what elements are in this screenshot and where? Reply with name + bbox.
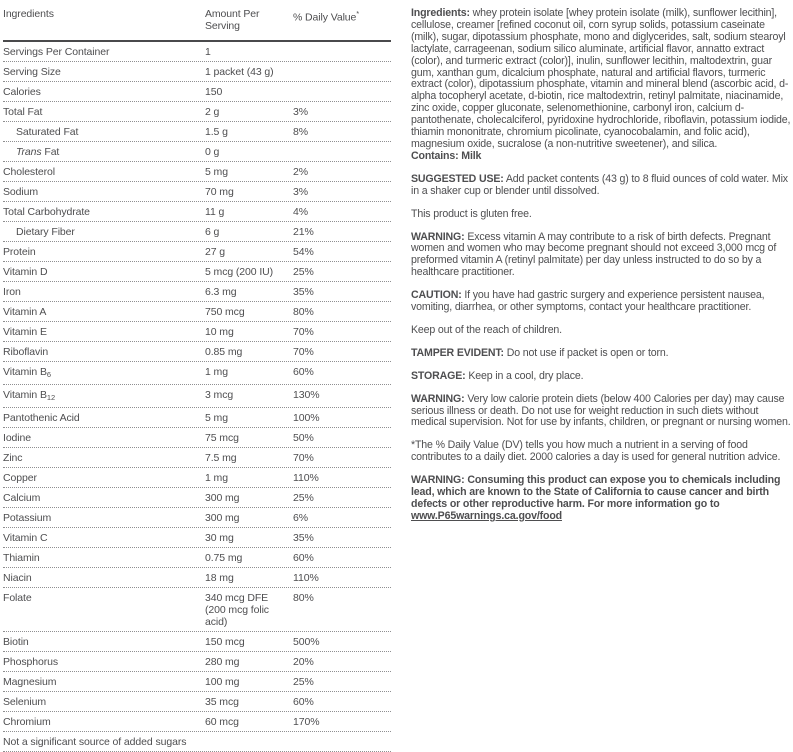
table-row [3,82,391,102]
table-row [3,262,391,282]
nutrient-label: Servings Per Container [3,46,110,58]
daily-value-percent: 80% [293,306,314,318]
table-row [3,42,391,62]
daily-value-asterisk: * [356,9,360,18]
amount-per-serving-value: 10 mg [205,326,234,338]
amount-per-serving-value: 11 g [205,206,225,218]
amount-per-serving-value: 1.5 g [205,126,228,138]
amount-per-serving-value: 1 mg [205,366,228,378]
nutrient-label: Copper [3,472,37,484]
paragraph-lead-label: CAUTION: [411,289,462,302]
table-footnote: Not a significant source of added sugars [3,732,391,752]
nutrient-label: Chromium [3,716,51,728]
info-paragraph: SUGGESTED USE: Add packet contents (43 g) to 8 fluid ounces of cold water. Mix in a shaker cup or blender until dissolved. [411,172,788,197]
table-row [3,488,391,508]
nutrient-label: Niacin [3,572,32,584]
nutrient-label: Magnesium [3,676,57,688]
daily-value-percent [293,66,391,78]
nutrient-label: Vitamin E [3,326,47,338]
table-row [3,302,391,322]
daily-value-percent: 8% [293,126,308,138]
table-row [3,385,391,408]
nutrient-label: Total Fat [3,106,43,118]
nutrient-label: Thiamin [3,552,40,564]
table-row [3,122,391,142]
table-row [3,182,391,202]
paragraph-lead-label: Ingredients: [411,7,470,19]
table-row [3,408,391,428]
paragraph-lead-label: STORAGE: [411,369,466,382]
nutrient-label: Calcium [3,492,41,504]
nutrient-label: Vitamin $B_6$ [3,366,52,379]
daily-value-percent [293,86,391,98]
info-paragraph: Keep out of the reach of children. [411,323,562,336]
amount-per-serving-value: 0 g [205,146,220,158]
amount-per-serving-value: 35 mcg [205,696,239,708]
info-paragraph: *The % Daily Value (DV) tells you how much a nutrient in a serving of food contributes to a daily diet. 2000 calories a day is used for general nutrition advice. [411,439,781,464]
nutrient-label: Iodine [3,432,32,444]
amount-per-serving-value: 150 [205,86,223,98]
daily-value-percent: 60% [293,696,314,708]
nutrient-label: Cholesterol [3,166,56,178]
table-row [3,528,391,548]
amount-per-serving-value: 5 mg [205,412,228,424]
daily-value-percent: 54% [293,246,314,258]
nutrient-label-subscript: 6 [46,370,52,379]
amount-per-serving-value: 5 mg [205,166,228,178]
daily-value-percent [293,46,391,58]
amount-per-serving-value: 70 mg [205,186,234,198]
table-row [3,468,391,488]
table-row [3,712,391,732]
info-paragraph: Ingredients: whey protein isolate [whey protein isolate (milk), sunflower lecithin], cellulose, creamer [refined coconut oil, corn syrup solids, potassium caseinate (milk), sugar, dipotassium phosphate, mono and diglycerides, salt, sodium stearoyl lactylate, carrageenan, sodium silico aluminate, artificial flavor, annatto extract (color), and turmeric extract (color)], inulin, sunflower lecithin, maltodextrin, guar gum, xanthan gum, dicalcium phosphate, natural and artificial flavors, turmeric extract (color), dipotassium phosphate, vitamin and mineral blend (ascorbic acid, d-alpha tocopheryl acetate, d-biotin, rice maltodextrin, retinyl palmitate, niacinamide, zinc oxide, copper gluconate, selenomethionine, carbonyl iron, calcium d-pantothenate, cholecalciferol, pyridoxine hydrochloride, riboflavin, potassium iodide, thiamin mononitrate, chromium picolinate, cyanocobalamin, and folic acid), magnesium oxide, sucralose (a non-nutritive sweetener), and silica. [411,7,791,150]
daily-value-percent: 3% [293,186,308,198]
amount-per-serving-value: 27 g [205,246,226,258]
info-column [411,0,793,752]
nutrient-label-italic: Trans [16,146,42,158]
table-row [3,568,391,588]
info-paragraph: WARNING: Excess vitamin A may contribute to a risk of birth defects. Pregnant women and women who may become pregnant should not exceed 3,000 mcg of preformed vitamin A (retinyl palmitate) per day unless instructed to do so by a healthcare practitioner. [411,230,777,279]
nutrient-label: Pantothenic Acid [3,412,80,424]
table-row [3,448,391,468]
info-paragraph: CAUTION: If you have had gastric surgery and experience persistent nausea, vomiting, diarrhea, or other symptoms, contact your healthcare practitioner. [411,289,765,314]
nutrient-label-subscript: 12 [46,393,56,402]
daily-value-percent: 60% [293,552,314,564]
table-header [3,5,391,42]
table-row [3,222,391,242]
nutrient-label: Sodium [3,186,39,198]
table-row [3,282,391,302]
daily-value-percent: 70% [293,346,314,358]
info-paragraph: This product is gluten free. [411,207,532,220]
daily-value-percent: 3% [293,106,308,118]
daily-value-percent: 110% [293,572,319,584]
table-row [3,142,391,162]
amount-per-serving-value: 18 mg [205,572,234,584]
nutrient-label: Riboflavin [3,346,49,358]
daily-value-percent: 60% [293,366,314,378]
nutrient-label: Vitamin C [3,532,48,544]
col-header-ingredients: Ingredients [3,8,54,20]
nutrient-label: Calories [3,86,41,98]
daily-value-percent: 50% [293,432,314,444]
nutrient-label: Dietary Fiber [16,226,75,238]
amount-per-serving-value: 1 [205,46,211,58]
amount-per-serving-value: 75 mcg [205,432,239,444]
amount-per-serving-value: 100 mg [205,676,240,688]
daily-value-percent: 21% [293,226,314,238]
amount-per-serving-value: 7.5 mg [205,452,237,464]
daily-value-percent: 130% [293,389,320,401]
nutrient-label: Vitamin $B_{12}$ [3,389,56,402]
nutrient-label: Serving Size [3,66,61,78]
table-row [3,162,391,182]
nutrient-label: Vitamin A [3,306,47,318]
p65-warnings-link[interactable]: www.P65warnings.ca.gov/food [411,509,562,522]
col-header-amount: Amount Per Serving [205,8,260,32]
info-paragraph [411,151,793,163]
table-row [3,362,391,385]
nutrient-label: Folate [3,592,32,604]
col-header-daily-value [293,8,391,32]
daily-value-percent: 35% [293,286,314,298]
nutrient-label: Saturated Fat [16,126,79,138]
daily-value-percent: 20% [293,656,314,668]
daily-value-percent: 25% [293,676,314,688]
nutrient-label: Total Carbohydrate [3,206,90,218]
daily-value-percent: 2% [293,166,308,178]
amount-per-serving-value: 1 mg [205,472,228,484]
table-row [3,342,391,362]
daily-value-percent: 6% [293,512,308,524]
amount-per-serving-value: 6 g [205,226,220,238]
daily-value-percent: 500% [293,636,320,648]
paragraph-lead-label: WARNING: [411,230,465,243]
supplement-facts-table [3,0,391,752]
paragraph-lead-label: SUGGESTED USE: [411,172,504,185]
table-row [3,322,391,342]
amount-per-serving-value: 60 mcg [205,716,239,728]
daily-value-percent: 110% [293,472,319,484]
nutrient-label: Potassium [3,512,52,524]
amount-per-serving-value: 30 mg [205,532,234,544]
amount-per-serving-value: 0.85 mg [205,346,243,358]
nutrient-label: Trans Fat [16,146,60,158]
nutrient-label: Protein [3,246,36,258]
info-paragraph: WARNING: Very low calorie protein diets (below 400 Calories per day) may cause serious illness or death. Do not use for weight reduction in such diets without medical supervision. Not for use by infants, children, or pregnant or nursing women. [411,392,791,429]
amount-per-serving-value: 280 mg [205,656,240,668]
table-row [3,692,391,712]
daily-value-percent: 35% [293,532,314,544]
amount-per-serving-value: 5 mcg (200 IU) [205,266,274,278]
nutrient-label: Biotin [3,636,29,648]
nutrient-label: Iron [3,286,21,298]
table-row [3,588,391,632]
table-row [3,428,391,448]
amount-per-serving-value: 3 mcg [205,389,234,401]
nutrient-label: Selenium [3,696,46,708]
paragraph-lead-label: WARNING: [411,392,465,405]
amount-per-serving-value: 340 mcg DFE (200 mcg folic acid) [205,592,269,628]
table-row [3,242,391,262]
table-row [3,508,391,528]
table-row [3,548,391,568]
daily-value-percent: 25% [293,266,314,278]
daily-value-percent: 70% [293,452,314,464]
daily-value-percent: 70% [293,326,314,338]
table-row [3,62,391,82]
amount-per-serving-value: 150 mcg [205,636,245,648]
col-header-daily-value-text: % Daily Value [293,11,357,24]
amount-per-serving-value: 6.3 mg [205,286,237,298]
nutrient-label: Zinc [3,452,23,464]
amount-per-serving-value: 0.75 mg [205,552,243,564]
paragraph-lead-label: TAMPER EVIDENT: [411,346,504,359]
amount-per-serving-value: 300 mg [205,512,240,524]
table-row [3,652,391,672]
nutrient-label: Vitamin D [3,266,48,278]
paragraph-lead-label: WARNING: [411,474,465,487]
info-paragraph: WARNING: Consuming this product can expose you to chemicals including lead, which are known to the State of California to cause cancer and birth defects or other reproductive harm. For more information go to www.P65warnings.ca.gov/food [411,474,781,522]
daily-value-percent: 80% [293,592,314,604]
amount-per-serving-value: 750 mcg [205,306,245,318]
amount-per-serving-value: 300 mg [205,492,240,504]
amount-per-serving-value: 1 packet (43 g) [205,66,274,78]
info-paragraph: STORAGE: Keep in a cool, dry place. [411,369,584,382]
nutrient-label: Phosphorus [3,656,59,668]
table-row [3,672,391,692]
daily-value-percent: 100% [293,412,320,424]
daily-value-percent: 25% [293,492,314,504]
daily-value-percent: 4% [293,206,308,218]
daily-value-percent: 170% [293,716,320,728]
amount-per-serving-value: 2 g [205,106,220,118]
table-row [3,632,391,652]
table-row [3,102,391,122]
daily-value-percent [293,146,391,158]
table-row [3,202,391,222]
paragraph-lead-label: Contains: Milk [411,149,482,162]
table-body [3,42,391,732]
info-paragraph: TAMPER EVIDENT: Do not use if packet is open or torn. [411,346,669,359]
